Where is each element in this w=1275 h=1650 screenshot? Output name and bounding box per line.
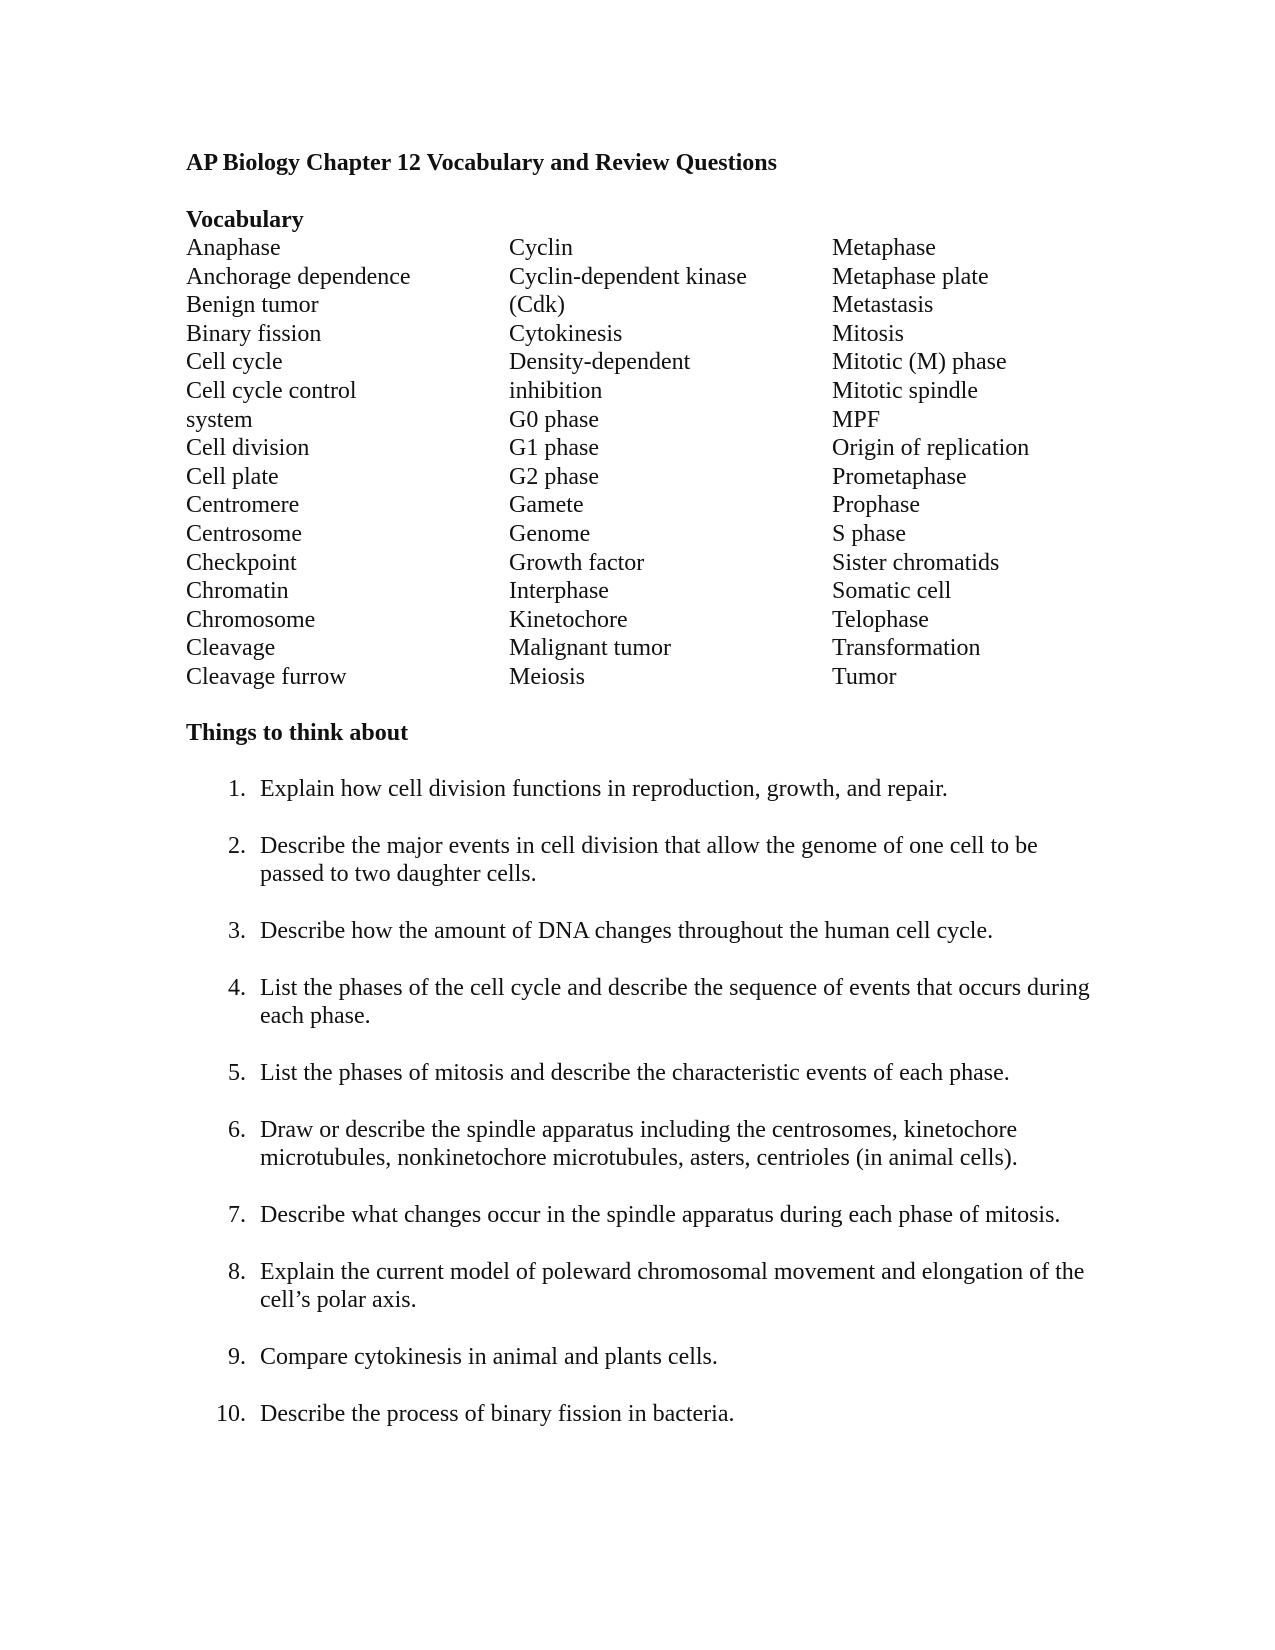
- question-number: 9.: [228, 1344, 246, 1370]
- vocabulary-term: G1 phase: [509, 435, 599, 462]
- question-item: [186, 1201, 1106, 1229]
- vocabulary-term: G0 phase: [509, 406, 599, 433]
- question-number: 2.: [228, 833, 246, 859]
- vocabulary-term: Gamete: [509, 492, 584, 519]
- question-item: [186, 832, 1106, 888]
- question-item: [186, 1343, 1106, 1371]
- question-number: 7.: [228, 1202, 246, 1228]
- question-number: 5.: [228, 1060, 246, 1086]
- vocabulary-term: Cell plate: [186, 463, 279, 490]
- question-text: List the phases of the cell cycle and describe the sequence of events that occurs during each phase.: [260, 975, 1090, 1029]
- question-text: Explain the current model of poleward chromosomal movement and elongation of the cell’s polar axis.: [260, 1259, 1085, 1313]
- question-item: [186, 917, 1106, 945]
- vocabulary-term: Somatic cell: [832, 578, 952, 605]
- question-number: 3.: [228, 918, 246, 944]
- vocabulary-heading: Vocabulary: [186, 207, 304, 233]
- vocabulary-term: Cyclin-dependent kinase: [509, 263, 747, 290]
- vocabulary-term: S phase: [832, 520, 906, 547]
- vocabulary-term: Metastasis: [832, 292, 934, 319]
- vocabulary-term: Tumor: [832, 663, 897, 690]
- vocabulary-term: Telophase: [832, 606, 929, 633]
- vocabulary-term: Mitosis: [832, 320, 905, 347]
- vocabulary-term: Cell division: [186, 435, 310, 462]
- question-item: [186, 1116, 1106, 1172]
- question-number: 8.: [228, 1259, 246, 1285]
- question-text: Compare cytokinesis in animal and plants cells.: [260, 1344, 718, 1370]
- vocabulary-term: Cleavage: [186, 635, 276, 662]
- vocabulary-term: Checkpoint: [186, 549, 297, 576]
- vocabulary-term: Metaphase plate: [832, 263, 989, 290]
- question-item: [186, 775, 1106, 803]
- question-text: Describe the process of binary fission in bacteria.: [260, 1401, 735, 1427]
- vocabulary-term: G2 phase: [509, 463, 599, 490]
- vocabulary-term: system: [186, 406, 253, 433]
- things-to-think-about-heading: Things to think about: [186, 720, 409, 746]
- vocabulary-term: Metaphase: [832, 235, 936, 261]
- question-text: Describe how the amount of DNA changes throughout the human cell cycle.: [260, 918, 994, 944]
- question-text: Describe what changes occur in the spindle apparatus during each phase of mitosis.: [260, 1202, 1061, 1228]
- question-list: [186, 775, 1106, 1457]
- question-text: Explain how cell division functions in reproduction, growth, and repair.: [260, 776, 948, 802]
- question-number: 6.: [228, 1117, 246, 1143]
- vocabulary-term: Meiosis: [509, 663, 586, 690]
- vocabulary-term: Anaphase: [186, 235, 281, 261]
- vocabulary-term: Centrosome: [186, 520, 302, 547]
- question-text: Draw or describe the spindle apparatus including the centrosomes, kinetochore microtubules, nonkinetochore microtubules, asters, centrioles (in animal cells).: [260, 1117, 1018, 1171]
- vocabulary-term: inhibition: [509, 377, 603, 404]
- question-number: 10.: [216, 1401, 246, 1427]
- vocabulary-term: Growth factor: [509, 549, 645, 576]
- vocabulary-term: Anchorage dependence: [186, 263, 411, 290]
- vocabulary-column-3: [832, 234, 1029, 692]
- question-number: 1.: [228, 776, 246, 802]
- vocabulary-term: Prophase: [832, 492, 920, 519]
- vocabulary-term: Binary fission: [186, 320, 322, 347]
- vocabulary-term: Chromosome: [186, 606, 316, 633]
- question-text: List the phases of mitosis and describe the characteristic events of each phase.: [260, 1060, 1010, 1086]
- vocabulary-term: (Cdk): [509, 292, 565, 319]
- vocabulary-term: MPF: [832, 406, 881, 433]
- vocabulary-column-2: [509, 234, 747, 692]
- vocabulary-term: Mitotic spindle: [832, 377, 978, 404]
- vocabulary-term: Interphase: [509, 578, 609, 605]
- question-text: Describe the major events in cell division that allow the genome of one cell to be passed to two daughter cells.: [260, 833, 1038, 887]
- vocabulary-term: Kinetochore: [509, 606, 628, 633]
- vocabulary-term: Sister chromatids: [832, 549, 1000, 576]
- question-item: [186, 974, 1106, 1030]
- vocabulary-term: Cleavage furrow: [186, 663, 347, 690]
- question-item: [186, 1400, 1106, 1428]
- question-item: [186, 1059, 1106, 1087]
- vocabulary-term: Genome: [509, 520, 591, 547]
- vocabulary-term: Chromatin: [186, 578, 289, 605]
- vocabulary-term: Centromere: [186, 492, 300, 519]
- vocabulary-term: Mitotic (M) phase: [832, 349, 1007, 376]
- vocabulary-term: Density-dependent: [509, 349, 691, 376]
- vocabulary-term: Transformation: [832, 635, 981, 662]
- vocabulary-term: Cytokinesis: [509, 320, 623, 347]
- vocabulary-term: Malignant tumor: [509, 635, 671, 662]
- vocabulary-term: Cell cycle control: [186, 377, 357, 404]
- vocabulary-column-1: [186, 234, 411, 692]
- vocabulary-term: Origin of replication: [832, 435, 1030, 462]
- question-item: [186, 1258, 1106, 1314]
- vocabulary-term: Benign tumor: [186, 292, 319, 319]
- vocabulary-term: Cell cycle: [186, 349, 283, 376]
- vocabulary-term: Prometaphase: [832, 463, 967, 490]
- vocabulary-term: Cyclin: [509, 235, 573, 261]
- page-title: AP Biology Chapter 12 Vocabulary and Review Questions: [186, 150, 777, 176]
- question-number: 4.: [228, 975, 246, 1001]
